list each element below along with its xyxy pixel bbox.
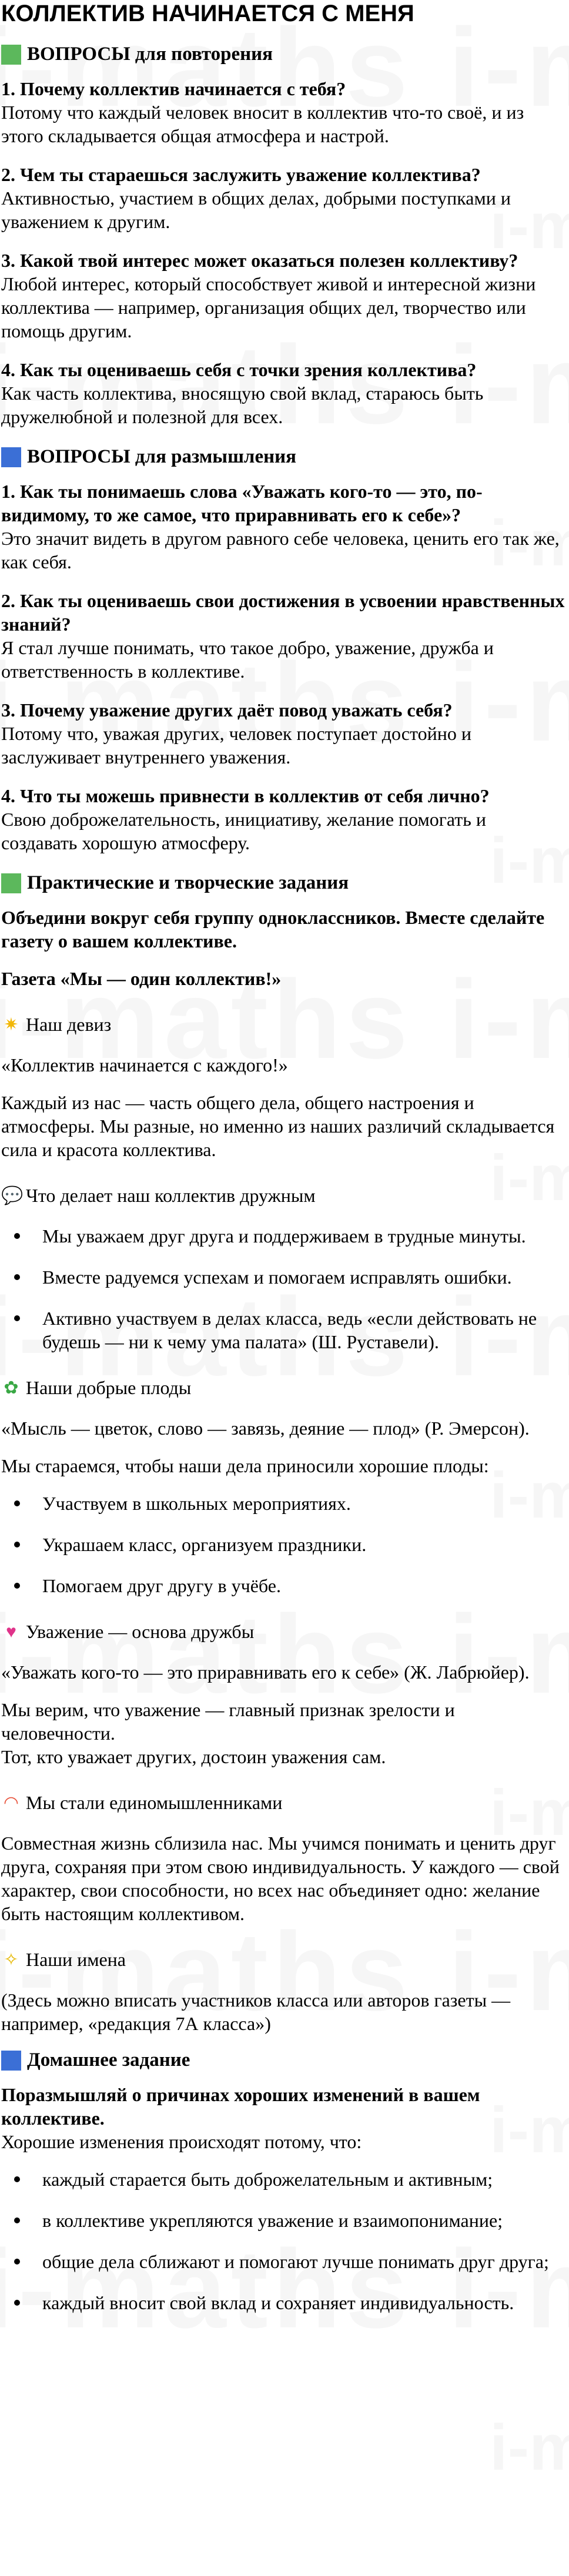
likeminded-text: Совместная жизнь сблизила нас. Мы учимся понимать и ценить друг друга, сохраняя при этом свою индивидуальность. У каждого — свой характер, свои способности, но всех нас объединяет одно: желание быть настоящим коллективом. <box>1 1833 560 1924</box>
answer: Потому что каждый человек вносит в коллектив что-то своё, и из этого складывается общая атмосфера и настрой. <box>1 102 524 146</box>
reflection-item <box>1 698 567 769</box>
friendly-heading <box>1 1185 567 1207</box>
list-item: Мы уважаем друг друга и поддерживаем в трудные минуты. <box>1 1224 567 1248</box>
review-item <box>1 358 567 428</box>
fruits-quote: «Мысль — цветок, слово — завязь, деяние — плод» (Р. Эмерсон). <box>1 1418 530 1439</box>
motto-heading-text: Наш девиз <box>26 1014 112 1035</box>
question: 4. Как ты оцениваешь себя с точки зрения коллектива? <box>1 359 477 380</box>
review-item <box>1 77 567 148</box>
reflection-item <box>1 589 567 683</box>
practical-section-heading <box>1 872 567 894</box>
blue-square-icon <box>1 447 21 467</box>
fruits-heading-text: Наши добрые плоды <box>26 1377 192 1398</box>
speech-bubble-icon: 💬 <box>1 1185 24 1205</box>
practical-task: Объедини вокруг себя группу одноклассников. Вместе сделайте газету о вашем коллективе. <box>1 907 545 952</box>
answer: Активностью, участием в общих делах, добрыми поступками и уважением к другим. <box>1 187 511 232</box>
review-item <box>1 163 567 233</box>
answer: Свою доброжелательность, инициативу, желание помогать и создавать хорошую атмосферу. <box>1 809 486 853</box>
sprout-icon: ✿ <box>4 1378 19 1398</box>
review-heading-text: ВОПРОСЫ для повторения <box>27 43 273 65</box>
watermark <box>490 2416 569 2480</box>
reflection-item <box>1 480 567 574</box>
motto-quote: «Коллектив начинается с каждого!» <box>1 1054 288 1076</box>
names-heading-text: Наши имена <box>26 1949 126 1970</box>
newspaper-title: Газета «Мы — один коллектив!» <box>1 968 282 989</box>
review-item <box>1 249 567 343</box>
homework-heading-text: Домашнее задание <box>27 2049 190 2071</box>
list-item: каждый вносит свой вклад и сохраняет индивидуальность. <box>1 2291 567 2314</box>
rainbow-icon: ◠ <box>3 1793 19 1813</box>
respect-text: Мы верим, что уважение — главный признак зрелости и человечности. <box>1 1699 455 1744</box>
sparkles-icon: ✧ <box>4 1949 19 1969</box>
green-square-icon <box>1 873 21 893</box>
star-icon: ✷ <box>4 1014 19 1034</box>
list-item: Украшаем класс, организуем праздники. <box>1 1533 567 1556</box>
friendly-heading-text: Что делает наш коллектив дружным <box>26 1185 316 1206</box>
question: 2. Чем ты стараешься заслужить уважение коллектива? <box>1 164 481 185</box>
homework-intro: Хорошие изменения происходят потому, что: <box>1 2131 362 2152</box>
fruits-intro: Мы стараемся, чтобы наши дела приносили хорошие плоды: <box>1 1455 489 1476</box>
answer: Это значит видеть в другом равного себе человека, ценить его так же, как себя. <box>1 528 560 572</box>
list-item: каждый старается быть доброжелательным и активным; <box>1 2168 567 2191</box>
answer: Потому что, уважая других, человек поступает достойно и заслуживает внутреннего уважения. <box>1 723 471 768</box>
reflection-item <box>1 784 567 855</box>
reflection-section-heading <box>1 446 567 468</box>
likeminded-heading <box>1 1792 567 1814</box>
fruits-list <box>1 1492 567 1597</box>
practical-heading-text: Практические и творческие задания <box>27 872 349 893</box>
answer: Любой интерес, который способствует живой и интересной жизни коллектива — например, организация общих дел, творчество или помощь другим. <box>1 273 536 341</box>
heart-icon: ♥ <box>6 1622 16 1642</box>
list-item: общие дела сближают и помогают лучше понимать друг друга; <box>1 2250 567 2273</box>
review-section-heading <box>1 43 567 65</box>
fruits-heading <box>1 1377 567 1399</box>
list-item: Вместе радуемся успехам и помогаем исправлять ошибки. <box>1 1265 567 1289</box>
question: 2. Как ты оцениваешь свои достижения в усвоении нравственных знаний? <box>1 590 565 635</box>
respect-quote: «Уважать кого-то — это приравнивать его к себе» (Ж. Лабрюйер). <box>1 1661 530 1683</box>
question: 3. Почему уважение других даёт повод уважать себя? <box>1 699 453 721</box>
blue-square-icon <box>1 2051 21 2071</box>
respect-heading-text: Уважение — основа дружбы <box>26 1621 255 1642</box>
homework-section-heading <box>1 2049 567 2071</box>
question: 1. Как ты понимаешь слова «Уважать кого-то — это, по-видимому, то же самое, что приравнивать его к себе»? <box>1 481 483 525</box>
green-square-icon <box>1 45 21 65</box>
motto-text: Каждый из нас — часть общего дела, общего настроения и атмосферы. Мы разные, но именно из наших различий складывается сила и красота коллектива. <box>1 1092 555 1160</box>
reflection-heading-text: ВОПРОСЫ для размышления <box>27 446 296 467</box>
list-item: Участвуем в школьных мероприятиях. <box>1 1492 567 1515</box>
names-heading <box>1 1949 567 1971</box>
list-item: Активно участвуем в делах класса, ведь «если действовать не будешь — ни к чему ума палата» (Ш. Руставели). <box>1 1307 567 1354</box>
page-title: КОЛЛЕКТИВ НАЧИНАЕТСЯ С МЕНЯ <box>1 1 414 26</box>
respect-heading <box>1 1621 567 1643</box>
question: 1. Почему коллектив начинается с тебя? <box>1 78 346 99</box>
names-text: (Здесь можно вписать участников класса или авторов газеты — например, «редакция 7А класса») <box>1 1989 511 2034</box>
question: 4. Что ты можешь привнести в коллектив от себя лично? <box>1 785 490 806</box>
likeminded-heading-text: Мы стали единомышленниками <box>26 1792 283 1813</box>
homework-task: Поразмышляй о причинах хороших изменений в вашем коллективе. <box>1 2084 480 2129</box>
motto-heading <box>1 1014 567 1036</box>
list-item: Помогаем друг другу в учёбе. <box>1 1574 567 1597</box>
list-item: в коллективе укрепляются уважение и взаимопонимание; <box>1 2209 567 2232</box>
homework-list <box>1 2168 567 2314</box>
friendly-list <box>1 1224 567 1354</box>
respect-text: Тот, кто уважает других, достоин уважения сам. <box>1 1746 386 1767</box>
question: 3. Какой твой интерес может оказаться полезен коллективу? <box>1 250 518 271</box>
answer: Как часть коллектива, вносящую свой вклад, стараюсь быть дружелюбной и полезной для всех. <box>1 383 484 427</box>
answer: Я стал лучше понимать, что такое добро, уважение, дружба и ответственность в коллективе. <box>1 637 494 682</box>
